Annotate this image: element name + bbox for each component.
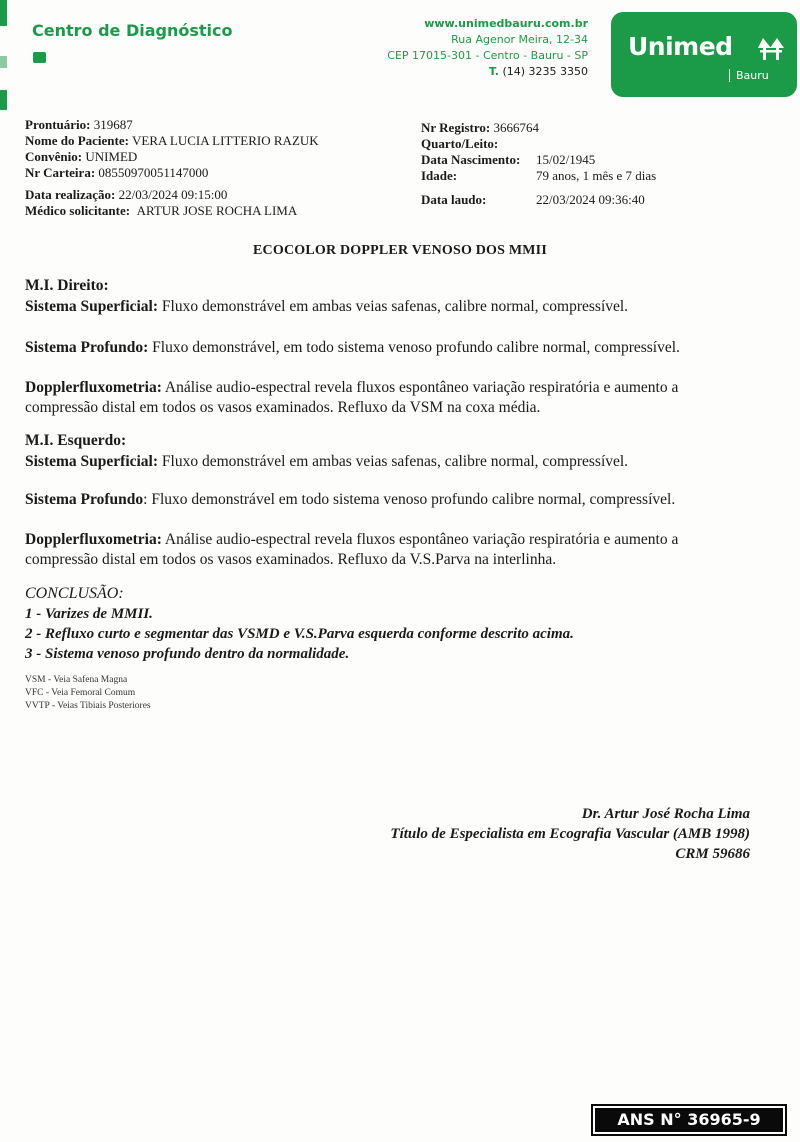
right-profundo-label: Sistema Profundo:: [25, 339, 149, 356]
left-profundo-text: : Fluxo demonstrável em todo sistema venoso profundo calibre normal, compressível.: [143, 491, 676, 508]
quarto-row: [421, 136, 656, 152]
prontuario-label: Prontuário:: [25, 117, 91, 132]
conclusion-item: 3 - Sistema venoso profundo dentro da normalidade.: [25, 646, 350, 662]
right-superficial-paragraph: [25, 297, 735, 317]
idade-label: Idade:: [421, 168, 458, 183]
left-superficial-text: Fluxo demonstrável em ambas veias safenas, calibre normal, compressível.: [158, 453, 629, 470]
doctor-title: Título de Especialista em Ecografia Vascular (AMB 1998): [390, 826, 750, 842]
abbreviation-item: VVTP - Veias Tibiais Posteriores: [25, 701, 151, 711]
clinic-name: Centro de Diagnóstico: [32, 21, 233, 40]
patient-info: [25, 117, 319, 219]
prontuario-value: 319687: [93, 117, 133, 132]
report-title: ECOCOLOR DOPPLER VENOSO DOS MMII: [253, 243, 547, 258]
carteira-value: 08550970051147000: [98, 165, 209, 180]
carteira-row: [25, 165, 319, 181]
nascimento-value: 15/02/1945: [536, 152, 596, 167]
patient-name-value: VERA LUCIA LITTERIO RAZUK: [131, 133, 319, 148]
right-superficial-text: Fluxo demonstrável em ambas veias safenas, calibre normal, compressível.: [158, 298, 629, 315]
convenio-label: Convênio:: [25, 149, 83, 164]
registro-label: Nr Registro:: [421, 120, 491, 135]
unimed-logo: [611, 12, 797, 97]
doctor-name: Dr. Artur José Rocha Lima: [581, 806, 750, 822]
clinic-square-icon: [33, 52, 46, 63]
left-doppler-text: Análise audio-espectral revela fluxos espontâneo variação respiratória e aumento a compressão distal em todos os vasos examinados. Refluxo da V.S.Parva na interlinha.: [25, 531, 679, 568]
left-superficial-paragraph: [25, 452, 735, 472]
left-profundo-label: Sistema Profundo: [25, 491, 144, 508]
convenio-value: UNIMED: [85, 149, 138, 164]
idade-row: [421, 168, 656, 184]
phone-line: [387, 64, 588, 80]
address-line-2: CEP 17015-301 - Centro - Bauru - SP: [387, 49, 588, 62]
laudo-value: 22/03/2024 09:36:40: [536, 192, 645, 207]
abbreviation-item: VFC - Veia Femoral Comum: [25, 688, 136, 698]
abbreviation-list: [25, 674, 151, 713]
medico-label: Médico solicitante:: [25, 203, 131, 218]
left-doppler-label: Dopplerfluxometria:: [25, 531, 162, 548]
patient-name-label: Nome do Paciente:: [25, 133, 129, 148]
edge-mark: [0, 90, 7, 110]
medico-value: ARTUR JOSE ROCHA LIMA: [136, 203, 298, 218]
website-link[interactable]: www.unimedbauru.com.br: [424, 17, 588, 30]
laudo-row: [421, 192, 656, 208]
phone-number: (14) 3235 3350: [502, 65, 588, 78]
laudo-label: Data laudo:: [421, 192, 487, 207]
nascimento-row: [421, 152, 656, 168]
prontuario-row: [25, 117, 319, 133]
left-superficial-label: Sistema Superficial:: [25, 453, 159, 470]
right-superficial-label: Sistema Superficial:: [25, 298, 159, 315]
registro-row: [421, 120, 656, 136]
abbreviation-item: VSM - Veia Safena Magna: [25, 675, 128, 685]
medico-row: [25, 203, 319, 219]
tree-emblem-icon: [757, 36, 785, 62]
nascimento-label: Data Nascimento:: [421, 152, 521, 167]
right-leg-heading: M.I. Direito:: [25, 277, 109, 294]
signature-block: [390, 804, 750, 864]
conclusion-block: [25, 584, 574, 664]
ans-registration-stamp: ANS N° 36965-9: [591, 1104, 787, 1136]
doctor-crm: CRM 59686: [675, 846, 750, 862]
carteira-label: Nr Carteira:: [25, 165, 96, 180]
data-realizacao-label: Data realização:: [25, 187, 116, 202]
edge-mark: [0, 56, 7, 68]
conclusion-item: 2 - Refluxo curto e segmentar das VSMD e V.S.Parva esquerda conforme descrito acima.: [25, 626, 574, 642]
data-realizacao-value: 22/03/2024 09:15:00: [118, 187, 228, 202]
patient-name-row: [25, 133, 319, 149]
conclusion-heading: CONCLUSÃO:: [25, 585, 124, 602]
right-profundo-text: Fluxo demonstrável, em todo sistema venoso profundo calibre normal, compressível.: [148, 339, 680, 356]
left-leg-heading: M.I. Esquerdo:: [25, 432, 127, 449]
address-line-1: Rua Agenor Meira, 12-34: [451, 33, 588, 46]
quarto-label: Quarto/Leito:: [421, 136, 499, 151]
right-doppler-text: Análise audio-espectral revela fluxos espontâneo variação respiratória e aumento a compressão distal em todos os vasos examinados. Refluxo da VSM na coxa média.: [25, 379, 679, 416]
edge-mark: [0, 0, 7, 26]
conclusion-item: 1 - Varizes de MMII.: [25, 606, 153, 622]
data-realizacao-row: [25, 187, 319, 203]
phone-prefix: T.: [488, 65, 499, 78]
record-info: [421, 120, 656, 208]
logo-word: Unimed: [628, 32, 733, 61]
right-doppler-paragraph: [25, 378, 735, 418]
right-doppler-label: Dopplerfluxometria:: [25, 379, 162, 396]
logo-city: Bauru: [729, 69, 769, 82]
right-profundo-paragraph: [25, 338, 735, 358]
left-profundo-paragraph: [25, 490, 735, 510]
left-doppler-paragraph: [25, 530, 735, 570]
convenio-row: [25, 149, 319, 165]
registro-value: 3666764: [493, 120, 539, 135]
idade-value: 79 anos, 1 mês e 7 dias: [536, 168, 657, 183]
contact-block: [387, 16, 588, 80]
